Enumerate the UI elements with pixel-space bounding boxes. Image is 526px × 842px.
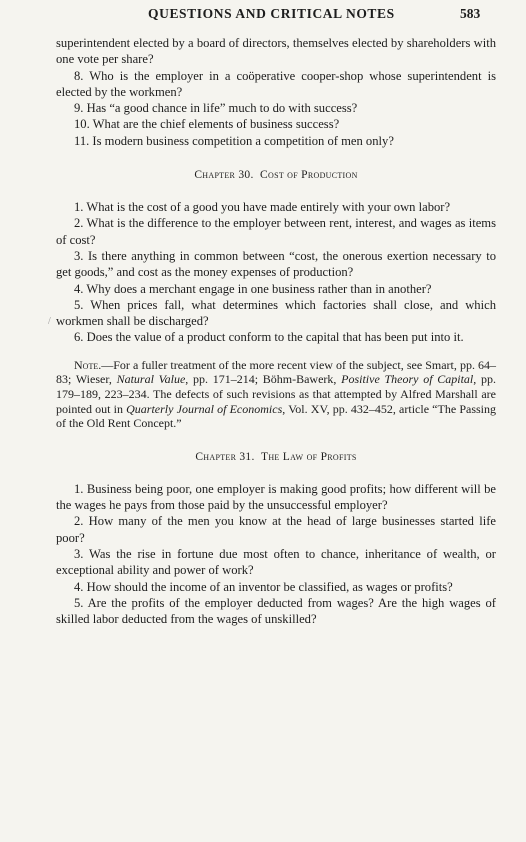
question-item: 4. How should the income of an inventor be classified, as wages or profits? xyxy=(74,579,453,594)
note-text: , pp. 171–214; Böhm-Bawerk, xyxy=(185,372,342,387)
question-item: 4. Why does a merchant engage in one business rather than in another? xyxy=(74,281,432,296)
question-item: 9. Has “a good chance in life” much to do with success? xyxy=(74,101,358,116)
page-body xyxy=(56,35,496,627)
question-item: 1. What is the cost of a good you have made entirely with your own labor? xyxy=(74,200,451,215)
chapter-number: Chapter 31. xyxy=(195,450,255,463)
note-text: —For a fuller treatment of the more recent view of the subject, see Smart, pp. 64–83; Wieser, xyxy=(56,357,496,387)
chapter-title: Cost of Production xyxy=(260,169,358,182)
question-item: 3. Was the rise in fortune due most often to chance, inheritance of wealth, or exceptional ability and power of work? xyxy=(56,546,496,578)
question-item: 6. Does the value of a product conform to the capital that has been put into it. xyxy=(74,330,464,345)
margin-speck: / xyxy=(48,316,51,327)
question-item: 2. How many of the men you know at the head of large businesses started life poor? xyxy=(56,514,496,545)
question-item: 8. Who is the employer in a coöperative cooper-shop whose superintendent is elected by the workmen? xyxy=(56,68,496,99)
continued-question: superintendent elected by a board of directors, themselves elected by shareholders with one vote per share? xyxy=(56,36,496,67)
chapter-number: Chapter 30. xyxy=(194,169,254,182)
bibliographic-note xyxy=(56,358,496,431)
question-list-chapter-30 xyxy=(56,199,496,346)
page-number: 583 xyxy=(460,6,481,21)
note-title-italic: Positive Theory of Capital xyxy=(341,372,474,387)
question-item: 10. What are the chief elements of business success? xyxy=(74,117,340,132)
question-list-chapter-31 xyxy=(56,481,496,628)
chapter-title: The Law of Profits xyxy=(261,450,357,463)
note-text: , pp. 179–189, 223–234. The defects of such revisions as that attempted by Alfred Marshall are pointed out in xyxy=(56,372,496,416)
question-list-continued xyxy=(56,68,496,149)
question-item: 2. What is the difference to the employer between rent, interest, and wages as items of cost? xyxy=(56,216,496,247)
question-item: 5. When prices fall, what determines which factories shall close, and which workmen shall be discharged? xyxy=(56,297,496,329)
note-title-italic: Natural Value xyxy=(116,372,186,387)
note-label: Note. xyxy=(74,357,102,372)
running-head xyxy=(0,6,526,26)
question-item: 5. Are the profits of the employer deducted from wages? Are the high wages of skilled labor deducted from the wages of unskilled? xyxy=(56,595,496,627)
chapter-heading-31 xyxy=(56,451,496,463)
question-item: 3. Is there anything in common between “cost, the onerous exertion necessary to get goods,” and cost as the money expenses of production? xyxy=(56,248,496,280)
note-text: , Vol. XV, pp. 432–452, article “The Passing of the Old Rent Concept.” xyxy=(56,401,496,431)
chapter-heading-30 xyxy=(56,169,496,181)
note-title-italic: Quarterly Journal of Economics xyxy=(126,401,283,416)
question-item: 1. Business being poor, one employer is making good profits; how different will be the wages he pays from those paid by the unsuccessful employer? xyxy=(56,481,496,513)
running-head-title: QUESTIONS AND CRITICAL NOTES xyxy=(148,6,395,21)
question-item: 11. Is modern business competition a competition of men only? xyxy=(74,133,394,148)
